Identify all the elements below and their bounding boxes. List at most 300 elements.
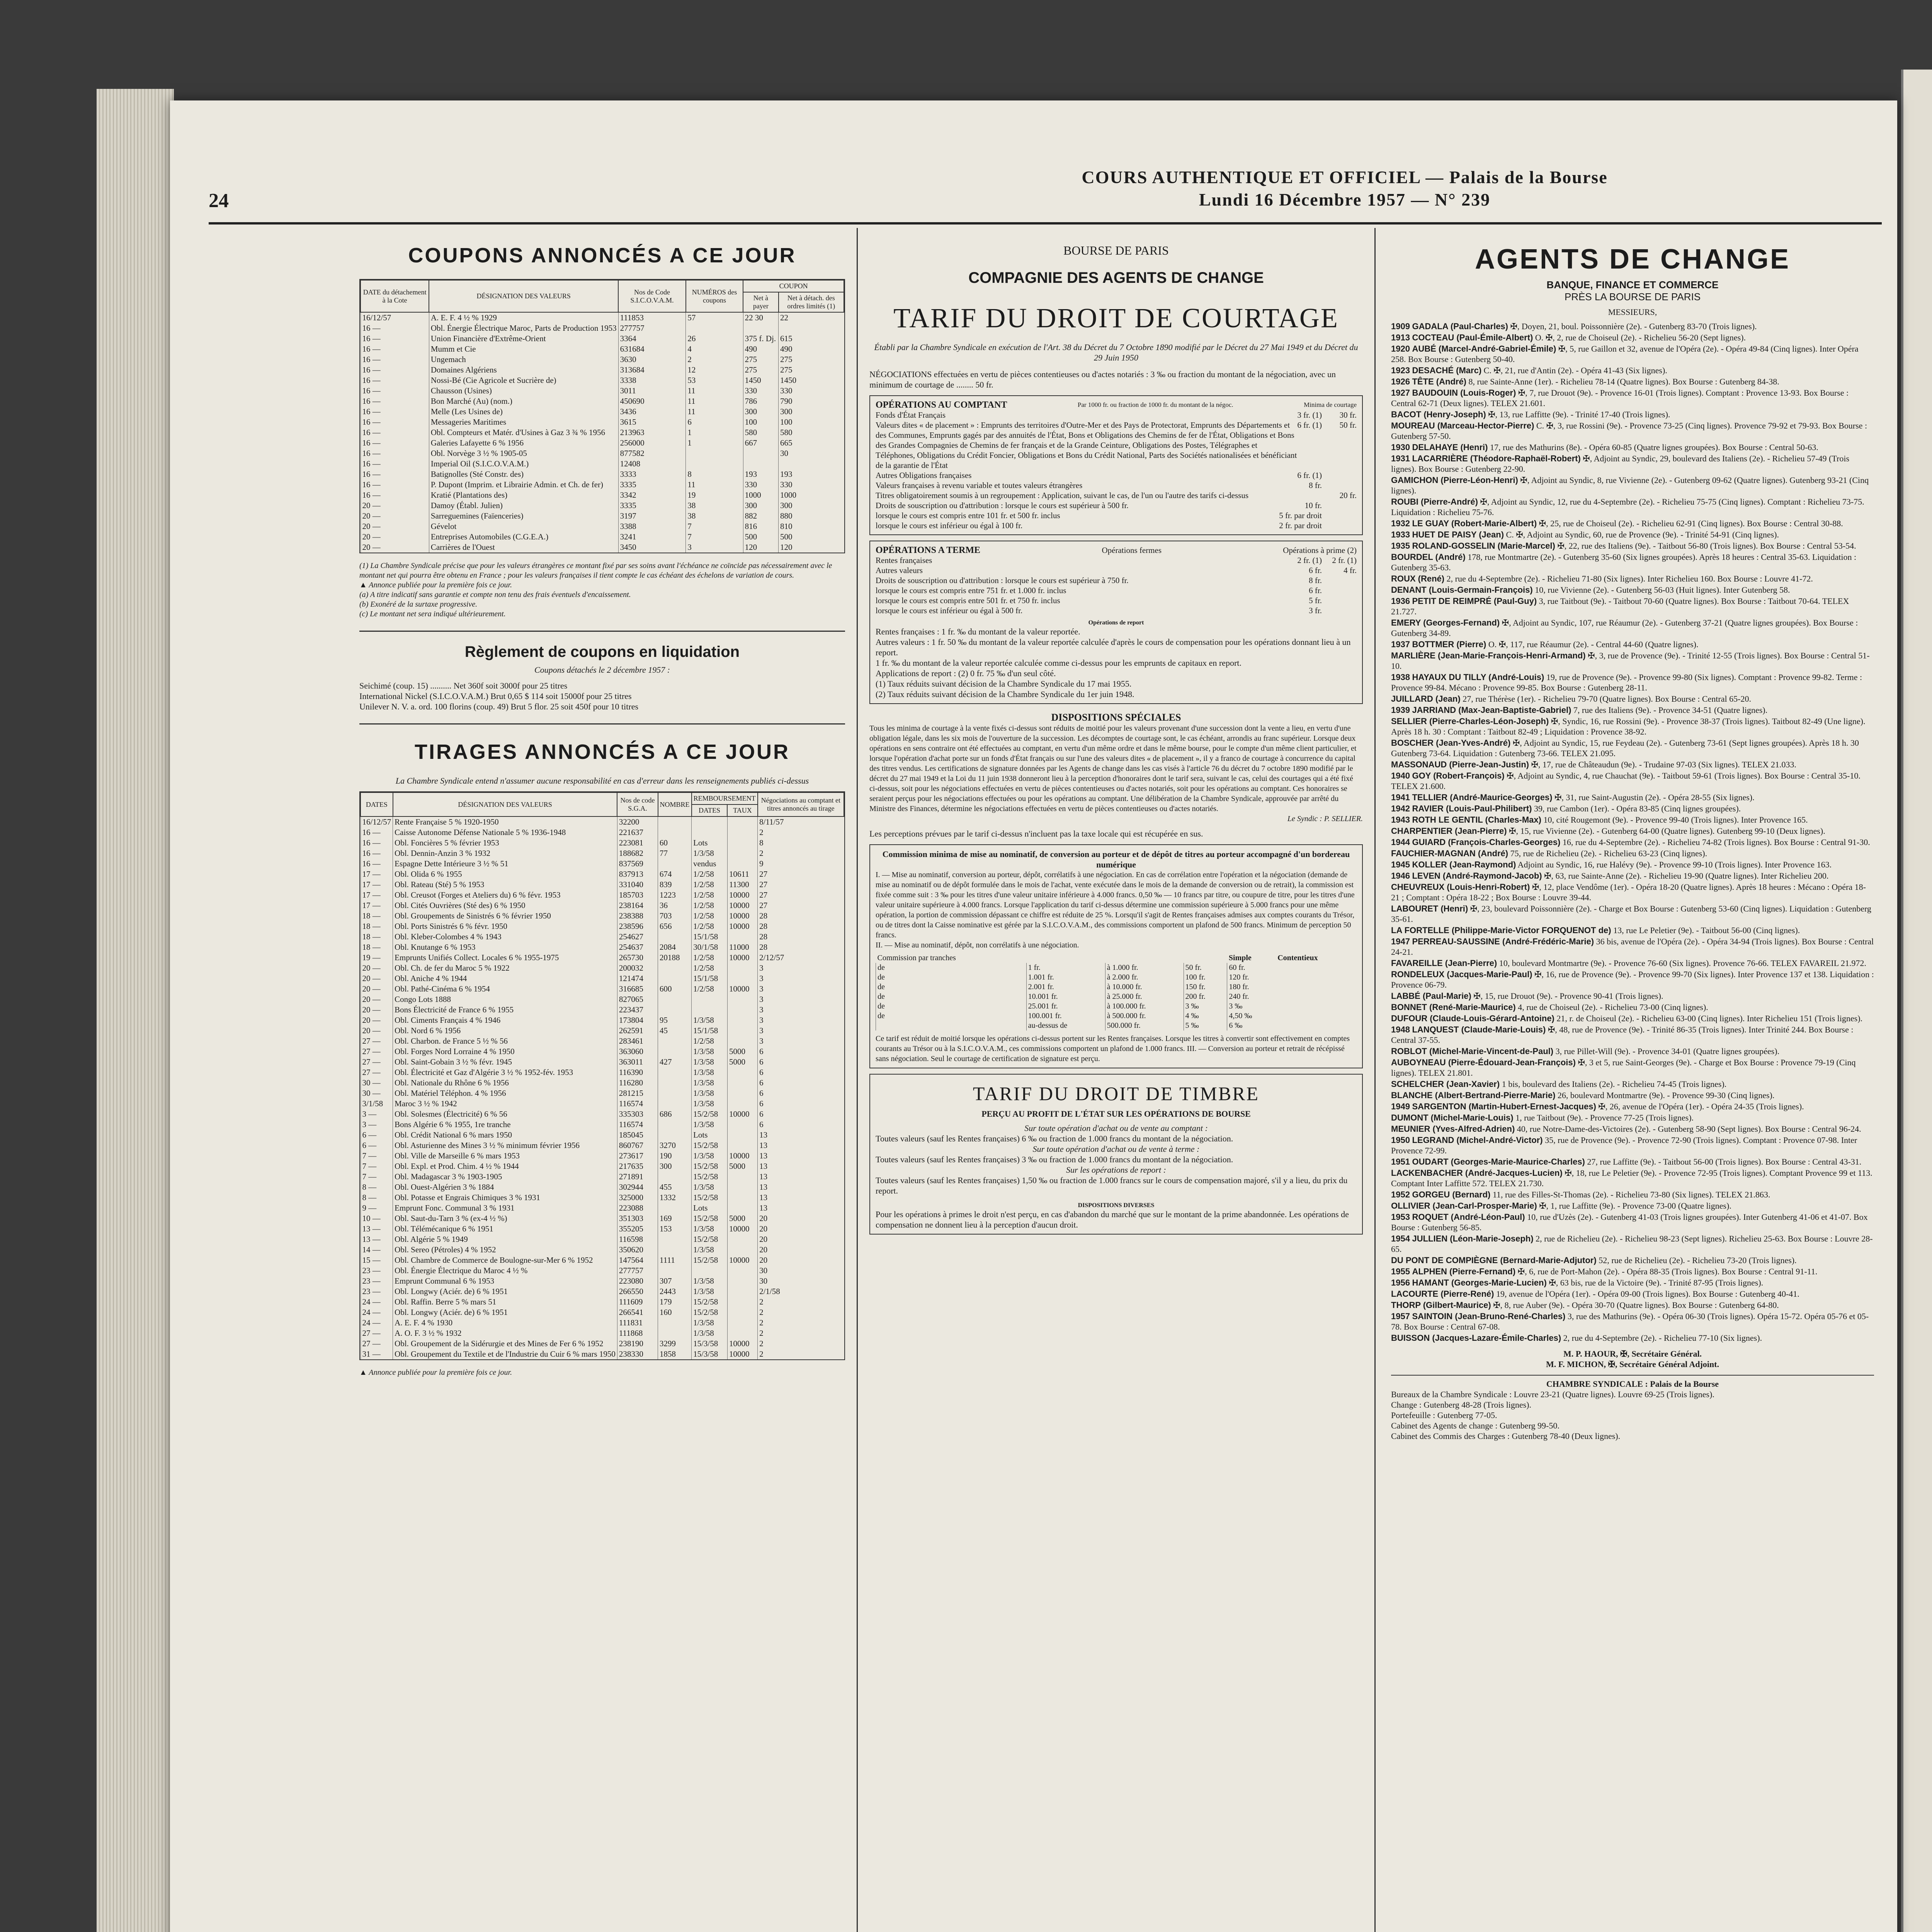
tirage-row-cell [727,1005,757,1015]
agent-name: GADALA (Paul-Charles) [1412,321,1508,331]
tirage-row [361,1192,844,1203]
coupon-row-cell: 16 — [361,396,429,406]
coupon-row-cell: 16 — [361,490,429,500]
coupon-row-cell: 20 — [361,542,429,553]
coupon-row [361,448,844,459]
agent-details: Adjoint au Syndic, 16, rue Halévy (9e). - Provence 99-10 (Trois lignes). Inter Provence 163. [1517,860,1832,869]
tirage-row-cell: 6 [758,1067,844,1078]
tirage-row-cell: 1/3/58 [692,1328,728,1338]
tirage-row-cell: 16 — [361,859,393,869]
coupon-row-cell: Galeries Lafayette 6 % 1956 [429,438,618,448]
tirage-row-cell: 3 — [361,1109,393,1119]
agent-name: DELAHAYE (Henri) [1412,442,1488,452]
agent-entry [1391,936,1874,957]
tirage-row [361,1161,844,1172]
commission-row-cell: 60 fr. [1227,963,1276,973]
agent-details: ✠, 15, rue Vivienne (2e). - Gutenberg 64-00 (Quatre lignes). Gutenberg 99-10 (Deux lignes). [1509,826,1825,836]
coupon-row [361,490,844,500]
timbre-lines [876,1123,1357,1196]
coupon-row-cell: 16 — [361,480,429,490]
agent-details: 7, rue des Italiens (9e). - Provence 34-51 (Quatre lignes). [1573,705,1768,715]
terme-line-cell: 6 fr. [1309,566,1322,575]
timbre-box [869,1074,1363,1235]
agent-name: JARRIAND (Max-Jean-Baptiste-Gabriel) [1412,705,1571,715]
agent-entry [1391,1013,1874,1024]
coupon-row-cell: 16 — [361,333,429,344]
tirage-row [361,890,844,900]
coupon-row-cell: 11 [686,406,743,417]
tirage-row [361,942,844,952]
agent-details: 3, rue des Mathurins (9e). - Opéra 06-30 (Trois lignes). Opéra 15-72. Opéra 05-76 et 05-78. Box Bourse : Central 67-08. [1391,1311,1869,1332]
agent-entry [1391,792,1874,803]
agent-entry [1391,518,1874,529]
comptant-line-cell [1322,470,1357,480]
tirage-row-cell: 1/3/58 [692,1015,728,1026]
terme-line-cell: Droits de souscription ou d'attribution : lorsque le cours est supérieur à 750 fr. [876,576,1129,585]
tirage-row [361,1088,844,1099]
coupon-row-cell: 16 — [361,417,429,427]
tirage-row [361,1036,844,1046]
agent-name: BOTTMER (Pierre) [1412,639,1486,649]
commission-row-cell: de [876,1002,1027,1011]
tirage-row-cell: Emprunt Fonc. Communal 3 % 1931 [393,1203,617,1213]
tirage-row-cell [658,963,692,973]
tirage-row-cell: 27 — [361,1067,393,1078]
coupons-col-code: Nos de Code S.I.C.O.V.A.M. [618,280,686,312]
coupon-row-cell: 3011 [618,386,686,396]
coupon-row-cell: Obl. Énergie Électrique Maroc, Parts de Production 1953 [429,323,618,333]
coupon-row-cell: 111853 [618,312,686,323]
agent-details: ✠, 3 et 5, rue Saint-Georges (9e). - Charge et Box Bourse : Provence 79-19 (Cinq lignes). TELEX 21.801. [1391,1058,1856,1078]
commission-row [876,963,1357,973]
tirage-row-cell: 351303 [617,1213,658,1224]
coupon-row-cell: 330 [779,386,844,396]
commission-row-cell: à 2.000 fr. [1105,973,1184,982]
tirage-row-cell: 10000 [727,900,757,911]
tirage-row-cell [658,1245,692,1255]
coupon-row-cell: 3241 [618,532,686,542]
tirage-row-cell: 179 [658,1297,692,1307]
commission-row-cell: 4 ‰ [1184,1011,1227,1021]
coupon-row-cell: 26 [686,333,743,344]
tirage-row [361,1151,844,1161]
agent-details: C. ✠, 3, rue Rossini (9e). - Provence 73-25 (Cinq lignes). Provence 79-92 et 79-93. Box Bourse : Gutenberg 57-50. [1391,421,1867,441]
section-divider [359,723,845,724]
coupon-row [361,532,844,542]
tirage-row-cell: Obl. Ville de Marseille 6 % mars 1953 [393,1151,617,1161]
coupon-row-cell [743,459,778,469]
agent-details: ✠, 5, rue Gaillon et 32, avenue de l'Opéra (2e). - Opéra 49-84 (Cinq lignes). Inter Opéra 258. Box Bourse : Gutenberg 50-40. [1391,344,1859,364]
coupons-note: ▲ Annonce publiée pour la première fois ce jour. [359,581,512,589]
coupon-row-cell: P. Dupont (Imprim. et Librairie Admin. et Ch. de fer) [429,480,618,490]
tirage-row-cell [727,859,757,869]
agent-year: 1937 [1391,639,1410,649]
tirage-row-cell: Espagne Dette Intérieure 3 ½ % 51 [393,859,617,869]
coupon-row-cell: 22 30 [743,312,778,323]
tirage-row-cell: 185703 [617,890,658,900]
coupon-row [361,459,844,469]
tirage-row-cell: 169 [658,1213,692,1224]
tirage-row [361,984,844,994]
timbre-line: Sur toute opération d'achat ou de vente à terme : [1032,1144,1200,1154]
agent-details: 27, rue Laffitte (9e). - Taitbout 56-00 (Trois lignes). Box Bourse : Central 43-31. [1587,1157,1862,1167]
coupon-row [361,312,844,323]
tirage-row-cell: Obl. Expl. et Prod. Chim. 4 ½ % 1944 [393,1161,617,1172]
comptant-line-cell: 20 fr. [1339,491,1357,500]
tirage-row-cell: 27 [758,890,844,900]
facing-page-edge [1901,70,1932,1932]
agent-details: ✠, Adjoint au Syndic, 29, boulevard des Italiens (2e). - Richelieu 57-49 (Trois lignes). Box Bourse : Gutenberg 22-90. [1391,454,1850,474]
tirage-row-cell: Congo Lots 1888 [393,994,617,1005]
coupon-row [361,333,844,344]
tirage-row-cell: 13 [758,1161,844,1172]
tirage-row-cell: Obl. Longwy (Aciér. de) 6 % 1951 [393,1286,617,1297]
tirage-row-cell: 160 [658,1307,692,1318]
agent-name: RONDELEUX (Jacques-Marie-Paul) [1391,969,1532,979]
coupon-row-cell: 275 [743,354,778,365]
tirage-row-cell: 1/3/58 [692,1318,728,1328]
agent-entry [1391,1311,1874,1332]
tirage-row-cell: 28 [758,942,844,952]
agent-year: 1954 [1391,1234,1410,1243]
terme-col-fermes: Opérations fermes [1102,546,1162,555]
agent-details: ✠, 7, rue Drouot (9e). - Provence 16-01 (Trois lignes). Comptant : Provence 13-93. Box Bourse : Central 62-71 (Deux lignes). TELEX 21.601. [1391,388,1849,408]
tirage-row-cell: 1/3/58 [692,1067,728,1078]
tirage-row-cell: 32200 [617,816,658,827]
tirage-row-cell: 1/2/58 [692,984,728,994]
tirage-row [361,1057,844,1067]
tirage-row-cell: 2084 [658,942,692,952]
comptant-line-cell [1322,500,1357,510]
tirage-row-cell: Obl. Forges Nord Lorraine 4 % 1950 [393,1046,617,1057]
coupon-row-cell: 330 [743,480,778,490]
coupon-row-cell: 11 [686,480,743,490]
tirage-row-cell: 20 [758,1255,844,1265]
report-line: Applications de report : (2) 0 fr. 75 ‰ d'un seul côté. [876,668,1056,678]
agent-name: COCTEAU (Paul-Émile-Albert) [1412,333,1533,342]
tirage-row-cell: 223088 [617,1203,658,1213]
coupon-row [361,511,844,521]
tirage-row-cell: 23 — [361,1286,393,1297]
agent-name: BLANCHE (Albert-Bertrand-Pierre-Marie) [1391,1090,1556,1100]
coupons-table-body [361,312,844,553]
tirage-row-cell: 221637 [617,827,658,838]
tirage-row-cell: 19 — [361,952,393,963]
agent-entry [1391,1156,1874,1167]
commission-row-cell: 100.001 fr. [1026,1011,1105,1021]
tirage-row-cell: Obl. Groupement du Textile et de l'Industrie du Cuir 6 % mars 1950 [393,1349,617,1359]
agent-entry [1391,497,1874,517]
agent-name: EMERY (Georges-Fernand) [1391,618,1500,628]
tirage-row-cell: Obl. Électricité et Gaz d'Algérie 3 ½ % 1952-fév. 1953 [393,1067,617,1078]
agent-name: HUET DE PAISY (Jean) [1412,530,1504,539]
tirage-row-cell: 10611 [727,869,757,879]
comptant-line-cell: 8 fr. [1309,481,1322,490]
agent-entry [1391,1289,1874,1299]
tirage-row-cell: 13 [758,1182,844,1192]
tirage-row-cell: 238164 [617,900,658,911]
commission-row-cell: 240 fr. [1227,992,1276,1002]
tirage-row-cell: 15/2/58 [692,1172,728,1182]
agent-entry [1391,803,1874,814]
tirage-row-cell: 307 [658,1276,692,1286]
coupon-row-cell: 16 — [361,459,429,469]
tirage-row-cell: 302944 [617,1182,658,1192]
tirage-row-cell: 10 — [361,1213,393,1224]
coupon-row [361,417,844,427]
coupon-row-cell: Chausson (Usines) [429,386,618,396]
agent-details: 3, rue Taitbout (9e). - Taitbout 70-60 (Quatre lignes). Box Bourse : Taitbout 70-64. TELEX 21.727. [1391,596,1849,616]
tirage-row-cell: 9 [758,859,844,869]
tirage-row-cell: 13 [758,1172,844,1182]
tirage-row-cell: 10000 [727,890,757,900]
commission-spacer [1026,953,1227,963]
coupon-row [361,365,844,375]
tirage-row-cell [727,1318,757,1328]
tirage-row-cell: 6 [758,1119,844,1130]
tirage-row-cell: 1/2/58 [692,921,728,932]
commission-row-cell: 10.001 fr. [1026,992,1105,1002]
reglement-lines [359,680,845,712]
tirage-row-cell: 27 — [361,1328,393,1338]
coupon-row-cell: Melle (Les Usines de) [429,406,618,417]
terme-line-cell: 4 fr. [1344,566,1357,575]
tirage-row-cell: Obl. Ports Sinistrés 6 % févr. 1950 [393,921,617,932]
agent-details: 39, rue Cambon (1er). - Opéra 83-85 (Cinq lignes groupées). [1534,804,1741,813]
agent-entry [1391,958,1874,968]
tirage-row-cell: 17 — [361,879,393,890]
tirage-row [361,1255,844,1265]
tirage-row-cell: 1/3/58 [692,1286,728,1297]
agent-details: 35, rue de Provence (9e). - Provence 72-90 (Trois lignes). Comptant : Provence 07-98. Inter Provence 72-99. [1391,1135,1857,1155]
comptant-line-cell: Autres Obligations françaises [876,471,972,480]
commission-row-cell: 500.000 fr. [1105,1021,1184,1031]
coupon-row-cell [779,323,844,333]
coupons-note: (1) La Chambre Syndicale précise que pour les valeurs étrangères ce montant fixé par ses soins avant l'échéance ne coïncide pas nécessairement avec le montant net qui pourra être obtenu en France ; pour les valeurs françaises il tient compte le cas échéant des échelons de variation de cours. [359,561,832,580]
tirage-row-cell: 13 [758,1130,844,1140]
coupon-row-cell: 375 f. Dj. [743,333,778,344]
coupon-row-cell: Damoy (Établ. Julien) [429,500,618,511]
agent-details: 26, boulevard Montmartre (9e). - Provence 99-30 (Cinq lignes). [1557,1090,1775,1100]
coupon-row-cell: 300 [743,406,778,417]
tirage-row-cell: 20188 [658,952,692,963]
coupon-row-cell [686,323,743,333]
tirage-row-cell: 121474 [617,973,658,984]
agent-details: 40, rue Notre-Dame-des-Victoires (2e). - Gutenberg 58-90 (Sept lignes). Box Bourse : Central 96-24. [1517,1124,1861,1134]
agent-name: THORP (Gilbert-Maurice) [1391,1300,1491,1310]
agent-entry [1391,420,1874,441]
tirage-row-cell: 8 — [361,1192,393,1203]
tirage-row-cell: 18 — [361,932,393,942]
agent-details: 1 bis, boulevard des Italiens (2e). - Richelieu 74-45 (Trois lignes). [1502,1079,1727,1089]
tirage-row-cell [727,932,757,942]
tirage-row-cell: Obl. Madagascar 3 % 1903-1905 [393,1172,617,1182]
tirage-row-cell: 116574 [617,1099,658,1109]
agent-name: BONNET (René-Marie-Maurice) [1391,1002,1516,1012]
coupon-row-cell: 6 [686,417,743,427]
reglement-line: Seichimé (coup. 15) .......... Net 360f soit 3000f pour 25 titres [359,681,568,690]
tirage-row-cell: Obl. Énergie Électrique du Maroc 4 ½ % [393,1265,617,1276]
tirage-row-cell: 3 [758,994,844,1005]
tirage-row [361,869,844,879]
tirage-row-cell: 15/2/58 [692,1192,728,1203]
tirage-row-cell: 15/2/58 [692,1234,728,1245]
coupon-row-cell: 7 [686,521,743,532]
tirage-row-cell [727,1036,757,1046]
agent-year: 1956 [1391,1278,1410,1287]
agents-subtitle2: PRÈS LA BOURSE DE PARIS [1564,291,1701,303]
tirage-row-cell: 254627 [617,932,658,942]
tirage-row [361,1245,844,1255]
agent-entry [1391,1112,1874,1123]
tirage-row-cell: 10000 [727,1255,757,1265]
agent-name: MARLIÈRE (Jean-Marie-François-Henri-Armand) [1391,651,1586,660]
agent-details: ✠, 13, rue Laffitte (9e). - Trinité 17-40 (Trois lignes). [1488,410,1670,419]
tirage-row-cell [658,1318,692,1328]
agent-name: LANQUEST (Claude-Marie-Louis) [1412,1025,1546,1034]
tirage-row-cell: Obl. Saint-Gobain 3 ½ % févr. 1945 [393,1057,617,1067]
commission-row [876,1002,1357,1011]
column-coupons-tirages [348,228,858,1932]
terme-line [876,565,1357,575]
tirage-row [361,994,844,1005]
agent-details: 17, rue des Mathurins (8e). - Opéra 60-85 (Quatre lignes groupées). Box Bourse : Central 50-63. [1490,442,1818,452]
tirage-row-cell [658,1046,692,1057]
agent-year: 1926 [1391,377,1410,386]
agent-details: ✠, Syndic, 16, rue Rossini (9e). - Provence 38-37 (Trois lignes). Taitbout 82-49 (Une ligne). Après 18 h. 30 : Comptant : Taitbout 82-49 ; Liquidation : Provence 38-92. [1391,716,1866,736]
terme-line-cell [1322,585,1357,595]
commission-row-cell: à 500.000 fr. [1105,1011,1184,1021]
agent-details: ✠, 6, rue de Port-Mahon (2e). - Opéra 88-35 (Trois lignes). Box Bourse : Central 91-11. [1517,1267,1818,1276]
tirage-row [361,900,844,911]
commission-col-simple: Simple [1228,954,1252,962]
tirage-row-cell: 266550 [617,1286,658,1297]
agent-name: DENANT (Louis-Germain-François) [1391,585,1533,595]
comptant-line [876,420,1357,470]
coupon-row-cell: Nossi-Bé (Cie Agricole et Sucrière de) [429,375,618,386]
coupon-row-cell: 16 — [361,323,429,333]
coupon-row-cell: 16 — [361,448,429,459]
reglement-title: Règlement de coupons en liquidation [464,643,740,660]
agent-name: SARGENTON (Martin-Hubert-Ernest-Jacques) [1412,1102,1596,1111]
agent-details: 2, rue du 4-Septembre (2e). - Richelieu 71-80 (Six lignes). Inter Richelieu 160. Box Bourse : Louvre 41-72. [1446,574,1813,583]
tirage-row-cell: 200032 [617,963,658,973]
agent-name: LEGRAND (Michel-André-Victor) [1412,1135,1543,1145]
terme-line [876,605,1357,616]
tirage-row-cell: Obl. Algérie 5 % 1949 [393,1234,617,1245]
agent-year: 1947 [1391,937,1410,946]
tirage-row-cell: 17 — [361,869,393,879]
coupon-row-cell: 193 [743,469,778,480]
coupon-row-cell: 19 [686,490,743,500]
commission-row-cell: 50 fr. [1184,963,1227,973]
agent-name: LA FORTELLE (Philippe-Marie-Victor FORQUENOT de) [1391,925,1611,935]
tirage-row-cell: Obl. Matériel Téléphon. 4 % 1956 [393,1088,617,1099]
coupon-row-cell: 22 [779,312,844,323]
tirage-row-cell: 111831 [617,1318,658,1328]
tirage-row [361,963,844,973]
comptant-line-cell: Fonds d'État Français [876,410,946,420]
tirage-row-cell: Obl. Longwy (Aciér. de) 6 % 1951 [393,1307,617,1318]
agent-details: ✠, Adjoint au Syndic, 15, rue Feydeau (2e). - Gutenberg 73-61 (Sept lignes groupées). Après 18 h. 30 Gutenberg 73-64. Liquidation : Gutenberg 73-66. TELEX 21.095. [1391,738,1859,758]
tirage-row [361,973,844,984]
tirage-row-cell: 20 — [361,973,393,984]
diverses-title: DISPOSITIONS DIVERSES [1078,1202,1155,1209]
tirage-row-cell: 20 — [361,1015,393,1026]
coupon-row-cell: 16 — [361,469,429,480]
tirage-row-cell: Obl. Crédit National 6 % mars 1950 [393,1130,617,1140]
terme-line-cell: 6 fr. [1309,586,1322,595]
coupon-row-cell: 16 — [361,438,429,448]
agent-year: 1930 [1391,442,1410,452]
comptant-line-cell: 50 fr. [1339,420,1357,430]
tirage-row-cell [727,994,757,1005]
tirage-row-cell [727,1026,757,1036]
tirage-row [361,1182,844,1192]
agent-name: BOURDEL (André) [1391,552,1466,562]
tirage-row-cell: 1/3/58 [692,1119,728,1130]
agent-details: 11, rue des Filles-St-Thomas (2e). - Richelieu 73-80 (Six lignes). TELEX 21.863. [1492,1190,1770,1199]
tirage-row-cell: Obl. Télémécanique 6 % 1951 [393,1224,617,1234]
tirage-row-cell [692,827,728,838]
coupon-row [361,354,844,365]
tirage-row-cell: 1/2/58 [692,900,728,911]
coupon-row-cell: 16 — [361,406,429,417]
tirage-row [361,1109,844,1119]
tirage-row-cell [658,1088,692,1099]
tirage-row-cell: 23 — [361,1265,393,1276]
tirage-row-cell [658,1265,692,1276]
courtage-title: TARIF DU DROIT DE COURTAGE [893,303,1339,333]
coupon-row-cell: 11 [686,396,743,406]
tirage-row-cell [658,816,692,827]
agent-entry [1391,529,1874,540]
tirage-row-cell: 24 — [361,1318,393,1328]
tirage-row-cell [658,1067,692,1078]
coupon-row-cell: 490 [779,344,844,354]
agent-name: PERREAU-SAUSSINE (André-Frédéric-Marie) [1412,937,1594,946]
agent-name: BACOT (Henry-Joseph) [1391,410,1486,419]
agent-year: 1955 [1391,1267,1410,1276]
comptant-line-cell: 10 fr. [1304,501,1322,510]
tirage-row-cell: Obl. Charbon. de France 5 ½ % 56 [393,1036,617,1046]
agents-subtitle1: BANQUE, FINANCE ET COMMERCE [1546,279,1719,291]
coupon-row-cell: Ungemach [429,354,618,365]
tirage-row-cell: 10000 [727,952,757,963]
coupon-row-cell: 20 — [361,521,429,532]
agent-year: 1942 [1391,804,1410,813]
chambre-line: Cabinet des Commis des Charges : Gutenberg 78-40 (Deux lignes). [1391,1431,1621,1441]
commission-row-cell: de [876,1011,1027,1021]
tirage-row-cell: Obl. Aniche 4 % 1944 [393,973,617,984]
commission-row [876,973,1357,982]
tirage-row-cell: 2443 [658,1286,692,1297]
tirage-row-cell: 36 [658,900,692,911]
tirage-row-cell: 10000 [727,1338,757,1349]
tirage-row-cell [658,1172,692,1182]
comptant-line-cell: 3 fr. (1) [1297,410,1322,420]
coupon-row-cell: 880 [779,511,844,521]
coupon-row-cell: 53 [686,375,743,386]
comptant-col2: Minima de courtage [1304,401,1357,408]
tirage-row-cell: 24 — [361,1307,393,1318]
courtage-negociations: NÉGOCIATIONS effectuées en vertu de pièces contentieuses ou d'actes notariés : 3 ‰ ou fraction du montant de la négociation, avec un minimum de courtage de ........ 50 fr. [869,369,1336,389]
agent-name: KOLLER (Jean-Raymond) [1412,860,1516,869]
agent-name: TELLIER (André-Maurice-Georges) [1412,793,1553,802]
tirage-row-cell: Obl. Chambre de Commerce de Boulogne-sur-Mer 6 % 1952 [393,1255,617,1265]
tirage-row-cell: 686 [658,1109,692,1119]
commission-row-cell: 100 fr. [1184,973,1227,982]
